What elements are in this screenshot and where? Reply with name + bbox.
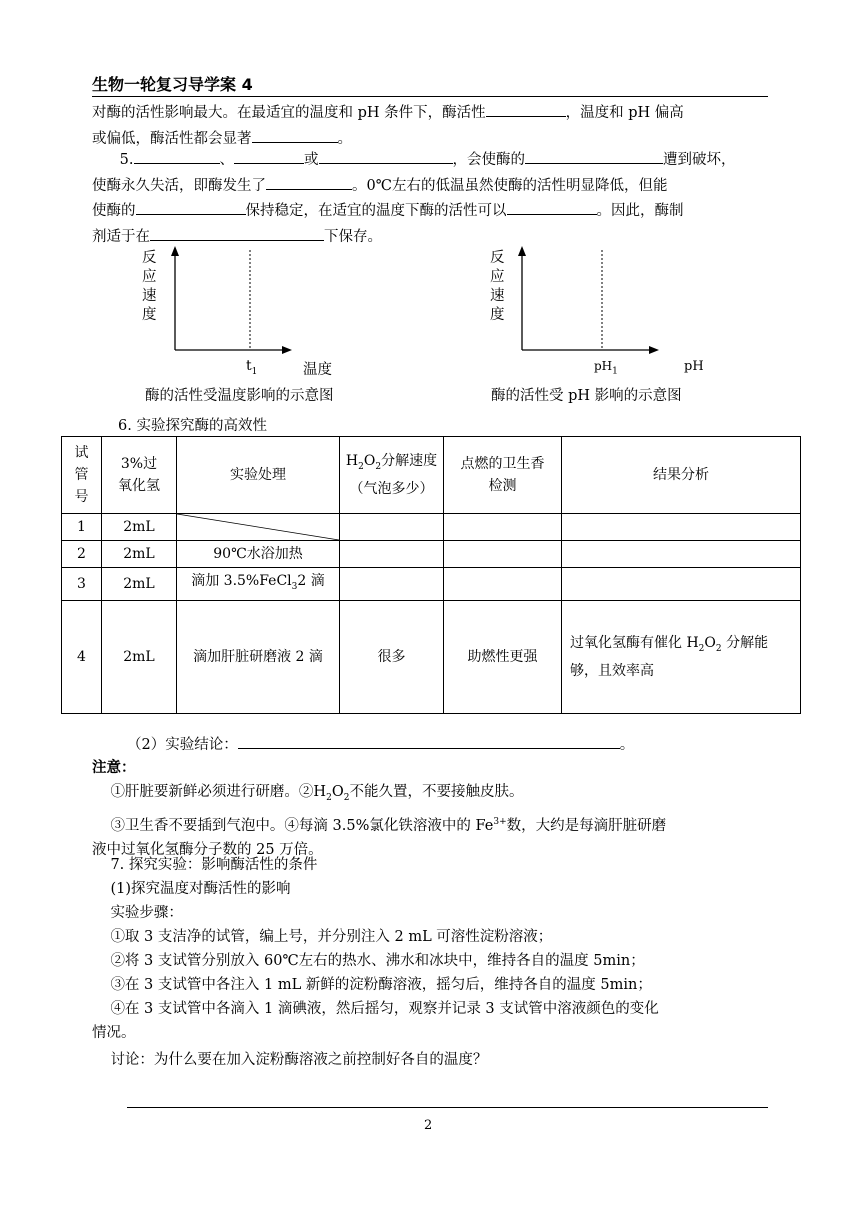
cell-h2o2: 2mL <box>102 514 177 541</box>
item6-title: 6. 实验探究酶的高效性 <box>118 418 267 434</box>
analysis-text: O <box>704 634 716 651</box>
left-y-arrow-icon <box>171 246 179 256</box>
item7-step-text: ①取 3 支洁净的试管，编上号，并分别注入 2 mL 可溶性淀粉溶液； <box>110 929 553 945</box>
rate-h: H <box>345 453 359 470</box>
analysis-sub: 2 <box>715 643 722 654</box>
left-ylabel-char: 速 <box>142 288 157 304</box>
right-xlabel: pH <box>684 359 704 374</box>
item5-text: 使酶永久失活，即酶发生了 <box>92 177 266 194</box>
fill-blank[interactable] <box>136 198 246 215</box>
item7-step-text: ④在 3 支试管中各滴入 1 滴碘液，然后摇匀，观察并记录 3 支试管中溶液颜色的变化 <box>110 1001 659 1017</box>
notes-sub: 2 <box>326 792 332 803</box>
right-tick-text: pH <box>594 359 613 373</box>
left-tick-text: t <box>246 358 252 374</box>
header-check-text: 点燃的卫生香检测 <box>460 456 545 494</box>
treatment-text: 2 滴 <box>297 573 325 589</box>
analysis-text: 分解能够，且效率高 <box>570 634 769 679</box>
header-tube <box>62 437 102 514</box>
notes-text: 不能久置，不要接触皮肤。 <box>349 784 524 800</box>
footer-rule <box>127 1107 768 1108</box>
cell-analysis <box>562 600 801 713</box>
temperature-graph <box>171 246 292 354</box>
right-caption: 酶的活性受 pH 影响的示意图 <box>491 388 682 404</box>
table-header-row <box>62 437 801 514</box>
notes-sub: 2 <box>343 792 350 803</box>
cell-analysis[interactable] <box>562 514 801 541</box>
intro-paragraph <box>92 100 768 151</box>
cell-rate[interactable] <box>340 514 444 541</box>
right-ylabel-char: 速 <box>490 288 505 304</box>
left-xlabel: 温度 <box>303 362 332 378</box>
rate-sub: 2 <box>358 461 364 472</box>
header-check <box>444 437 562 514</box>
right-tick-label <box>594 359 618 376</box>
item7-step-3 <box>92 973 768 997</box>
rate-sub: 2 <box>375 461 382 472</box>
page-number: 2 <box>424 1118 433 1133</box>
cell-treatment <box>177 568 340 601</box>
item7-discussion-text: 讨论：为什么要在加入淀粉酶溶液之前控制好各自的温度？ <box>110 1052 488 1068</box>
fill-blank[interactable] <box>486 100 566 117</box>
fill-blank[interactable] <box>234 147 304 164</box>
experiment-table <box>61 436 801 714</box>
page-header-title: 生物一轮复习导学案 4 <box>92 75 253 94</box>
table-row <box>62 568 801 601</box>
fill-blank[interactable] <box>525 147 663 164</box>
cell-treatment: 90℃水浴加热 <box>177 541 340 568</box>
item5-paragraph <box>92 147 768 249</box>
item7-steps-title <box>92 901 768 925</box>
cell-check[interactable] <box>444 568 562 601</box>
intro-text: 。 <box>337 130 352 147</box>
header-tube-text: 试管号 <box>74 445 89 505</box>
item7-title-text: 7. 探究实验：影响酶活性的条件 <box>110 857 318 873</box>
cell-tube: 4 <box>62 600 102 713</box>
item7-steps-title-text: 实验步骤： <box>110 905 183 921</box>
item7-sub1 <box>92 877 768 901</box>
treatment-text: 滴加 3.5%FeCl <box>191 573 292 589</box>
item7-step-2 <box>92 949 768 973</box>
item7-step-text: ②将 3 支试管分别放入 60℃左右的热水、沸水和冰块中，维持各自的温度 5min； <box>110 953 645 969</box>
cell-tube: 3 <box>62 568 102 601</box>
item5-text: 下保存。 <box>324 228 382 245</box>
conclusion-label: （2）实验结论： <box>127 737 238 753</box>
left-x-arrow-icon <box>282 346 292 354</box>
intro-text: ，温度和 pH 偏高 <box>565 105 684 121</box>
left-tick-sub: 1 <box>251 366 258 377</box>
right-ylabel <box>490 249 505 325</box>
item5-text: 遭到破坏， <box>663 152 736 168</box>
cell-h2o2: 2mL <box>102 568 177 601</box>
right-ylabel-char: 应 <box>490 269 505 285</box>
table-row <box>62 541 801 568</box>
notes-text: ③卫生香不要插到气泡中。④每滴 3.5%氯化铁溶液中的 Fe <box>110 817 494 834</box>
item5-text: 保持稳定，在适宜的温度下酶的活性可以 <box>245 203 507 219</box>
notes-sup: 3+ <box>493 816 507 827</box>
notes-line-2 <box>92 810 768 838</box>
cell-analysis[interactable] <box>562 568 801 601</box>
treatment-text: 滴加肝脏研磨液 2 滴 <box>193 648 323 665</box>
fill-blank[interactable] <box>266 173 352 190</box>
item5-text: 剂适于在 <box>92 228 150 245</box>
cell-check[interactable] <box>444 541 562 568</box>
cell-tube: 2 <box>62 541 102 568</box>
item7-title <box>92 853 768 877</box>
header-treatment: 实验处理 <box>177 437 340 514</box>
intro-text: 对酶的活性影响最大。在最适宜的温度和 pH 条件下，酶活性 <box>92 105 486 121</box>
fill-blank[interactable] <box>319 147 453 164</box>
cell-rate[interactable] <box>340 568 444 601</box>
fill-blank[interactable] <box>134 147 220 164</box>
table-row <box>62 600 801 713</box>
item7-step-4 <box>92 997 768 1021</box>
item7-discussion <box>92 1048 768 1072</box>
item5-text: 使酶的 <box>92 203 136 219</box>
header-rate <box>340 437 444 514</box>
item5-line-2 <box>92 173 768 199</box>
conclusion-line <box>127 732 634 757</box>
cell-check[interactable] <box>444 514 562 541</box>
notes-text: ①肝脏要新鲜必须进行研磨。②H <box>110 784 327 800</box>
cell-analysis[interactable] <box>562 541 801 568</box>
item7-step-text: ③在 3 支试管中各注入 1 mL 新鲜的淀粉酶溶液，摇匀后，维持各自的温度 5min； <box>110 977 652 993</box>
item7-sub1-text: (1)探究温度对酶活性的影响 <box>110 881 291 897</box>
left-ylabel <box>142 249 157 325</box>
item5-text: 。因此，酶制 <box>596 203 684 219</box>
item5-line-1 <box>92 147 768 173</box>
treatment-sub: 3 <box>291 581 298 592</box>
cell-rate[interactable] <box>340 541 444 568</box>
item5-text: 、 <box>219 152 234 168</box>
right-ylabel-char: 度 <box>490 307 505 323</box>
item5-line-3 <box>92 198 768 224</box>
notes-paragraph <box>92 780 768 862</box>
item5-text: ，会使酶的 <box>452 152 525 168</box>
rate-o: O <box>363 453 376 470</box>
header-h2o2-text: 3%过氧化氢 <box>118 456 160 494</box>
ph-graph <box>518 246 659 354</box>
fill-blank[interactable] <box>252 126 338 143</box>
notes-text: 数，大约是每滴肝脏研磨 <box>506 817 667 834</box>
item7-step-1 <box>92 925 768 949</box>
right-y-arrow-icon <box>518 246 526 256</box>
cell-treatment <box>177 600 340 713</box>
notes-text: O <box>331 784 344 800</box>
item7-step-4-cont: 情况。 <box>92 1025 136 1041</box>
fill-blank[interactable] <box>507 198 597 215</box>
item7-paragraph <box>92 853 768 1072</box>
intro-line-1 <box>92 100 768 126</box>
item5-text: 5. <box>119 152 134 168</box>
intro-text: 或偏低，酶活性都会显著 <box>92 130 252 147</box>
left-ylabel-char: 度 <box>142 307 157 323</box>
left-caption: 酶的活性受温度影响的示意图 <box>145 388 334 404</box>
item5-text: 。0℃左右的低温虽然使酶的活性明显降低，但能 <box>352 177 668 194</box>
cell-treatment-diagonal <box>177 514 340 541</box>
notes-title: 注意： <box>92 760 136 776</box>
table-row <box>62 514 801 541</box>
diagonal-slash <box>177 514 339 540</box>
cell-tube: 1 <box>62 514 102 541</box>
cell-check: 助燃性更强 <box>444 600 562 713</box>
header-analysis: 结果分析 <box>562 437 801 514</box>
left-tick-label <box>246 358 257 377</box>
right-x-arrow-icon <box>649 346 659 354</box>
header-h2o2 <box>102 437 177 514</box>
left-ylabel-char: 反 <box>142 250 157 266</box>
rate-text: 分解速度（气泡多少） <box>349 453 438 497</box>
notes-line-3: 液中过氧化氢酶分子数的 25 万倍。 <box>92 841 323 858</box>
right-tick-sub: 1 <box>612 366 618 377</box>
cell-h2o2: 2mL <box>102 600 177 713</box>
notes-line-1 <box>92 780 768 810</box>
analysis-sub: 2 <box>698 643 705 654</box>
cell-h2o2: 2mL <box>102 541 177 568</box>
analysis-text: 过氧化氢酶有催化 H <box>570 634 699 651</box>
fill-blank[interactable] <box>150 224 324 241</box>
left-ylabel-char: 应 <box>142 269 157 285</box>
conclusion-blank[interactable] <box>238 732 620 749</box>
cell-rate: 很多 <box>340 600 444 713</box>
right-ylabel-char: 反 <box>490 250 505 266</box>
item5-text: 或 <box>304 152 319 168</box>
conclusion-end: 。 <box>619 737 635 753</box>
header-rule <box>92 96 768 97</box>
